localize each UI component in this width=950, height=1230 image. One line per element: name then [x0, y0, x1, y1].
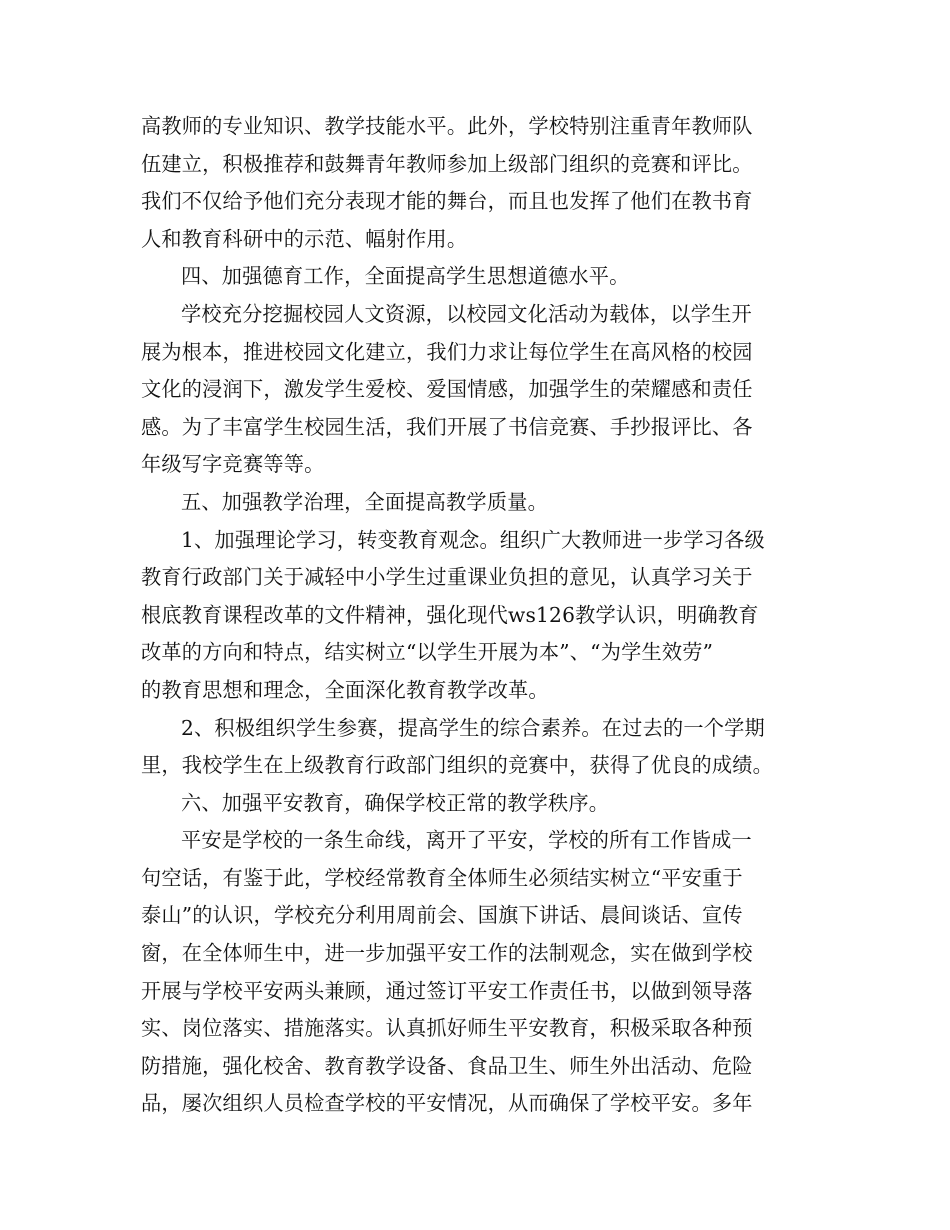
paragraph-line: 窗，在全体师生中，进一步加强平安工作的法制观念，实在做到学校: [141, 941, 753, 966]
paragraph-line: 伍建立，积极推荐和鼓舞青年教师参加上级部门组织的竞赛和评比。: [141, 151, 753, 176]
paragraph-line: 教育行政部门关于减轻中小学生过重课业负担的意见，认真学习关于: [141, 565, 753, 590]
section-heading: 五、加强教学治理，全面提高教学质量。: [181, 489, 548, 514]
document-body: [141, 108, 811, 1123]
paragraph-line: 防措施，强化校舍、教育教学设备、食品卫生、师生外出活动、危险: [141, 1053, 753, 1078]
paragraph-line: 泰山”的认识，学校充分利用周前会、国旗下讲话、晨间谈话、宣传: [141, 903, 743, 928]
paragraph-line: 根底教育课程改革的文件精神，强化现代ws126教学认识，明确教育: [141, 602, 759, 627]
paragraph-line: 平安是学校的一条生命线，离开了平安，学校的所有工作皆成一: [181, 828, 752, 853]
paragraph-line: 高教师的专业知识、教学技能水平。此外，学校特别注重青年教师队: [141, 114, 753, 138]
paragraph-line: 展为根本，推进校园文化建立，我们力求让每位学生在高风格的校园: [141, 339, 753, 364]
paragraph-line: 感。为了丰富学生校园生活，我们开展了书信竞赛、手抄报评比、各: [141, 414, 753, 439]
paragraph-line: 2、积极组织学生参赛，提高学生的综合素养。在过去的一个学期: [181, 715, 765, 740]
paragraph-line: 学校充分挖掘校园人文资源，以校园文化活动为载体，以学生开: [181, 301, 752, 326]
paragraph-line: 人和教育科研中的示范、幅射作用。: [141, 226, 468, 251]
paragraph-line: 句空话，有鉴于此，学校经常教育全体师生必须结实树立“平安重于: [141, 865, 743, 890]
section-heading: 四、加强德育工作，全面提高学生思想道德水平。: [181, 264, 630, 289]
paragraph-line: 我们不仅给予他们充分表现才能的舞台，而且也发挥了他们在教书育: [141, 189, 753, 214]
paragraph-line: 文化的浸润下，激发学生爱校、爱国情感，加强学生的荣耀感和责任: [141, 377, 753, 402]
paragraph-line: 实、岗位落实、措施落实。认真抓好师生平安教育，积极采取各种预: [141, 1016, 753, 1041]
paragraph-line: 开展与学校平安两头兼顾，通过签订平安工作责任书，以做到领导落: [141, 978, 753, 1003]
paragraph-line: 里，我校学生在上级教育行政部门组织的竞赛中，获得了优良的成绩。: [141, 753, 774, 778]
paragraph-line: 改革的方向和特点，结实树立“以学生开展为本”、“为学生效劳”: [141, 640, 714, 665]
section-heading: 六、加强平安教育，确保学校正常的教学秩序。: [181, 790, 610, 815]
paragraph-line: 的教育思想和理念，全面深化教育教学改革。: [141, 677, 549, 702]
paragraph-line: 品，屡次组织人员检查学校的平安情况，从而确保了学校平安。多年: [141, 1091, 753, 1116]
paragraph-line: 1、加强理论学习，转变教育观念。组织广大教师进一步学习各级: [181, 527, 765, 552]
paragraph-line: 年级写字竞赛等等。: [141, 452, 325, 477]
